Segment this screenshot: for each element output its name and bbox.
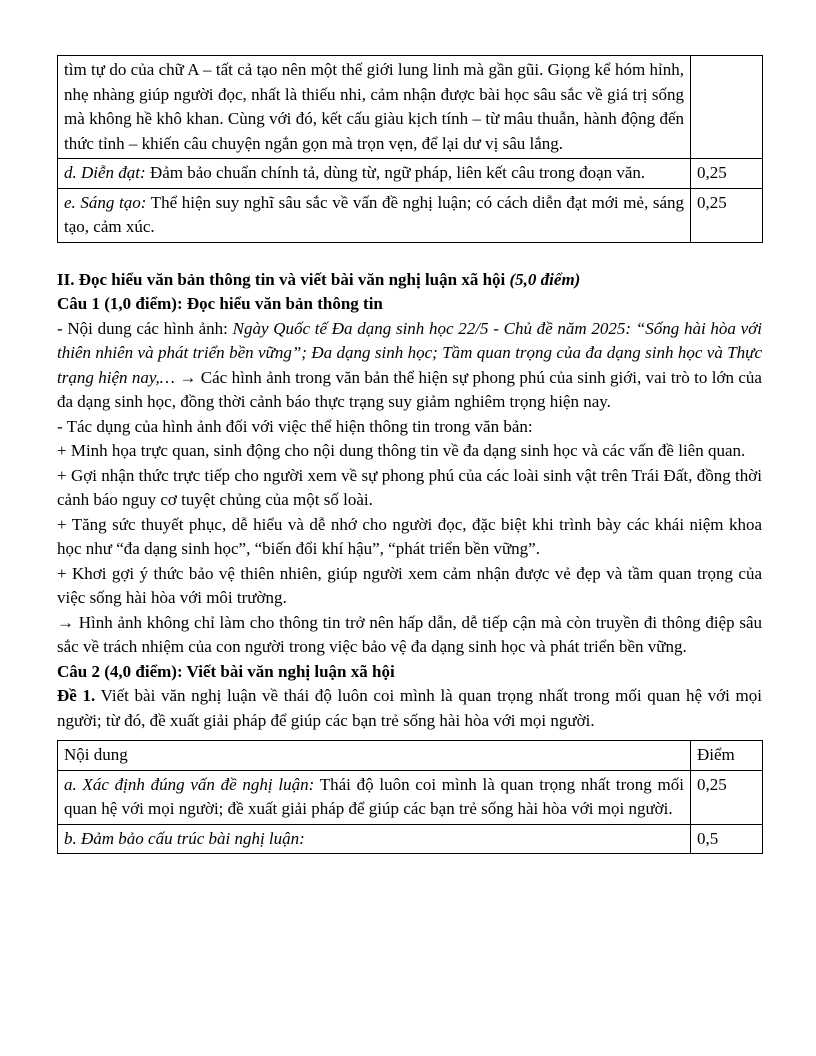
score-cell: 0,5 (691, 824, 763, 854)
section-ii-heading (57, 268, 762, 293)
table-row (58, 56, 763, 159)
rubric-table-top (57, 55, 763, 243)
rubric-content-cell (58, 56, 691, 159)
section-ii-heading-text: II. Đọc hiểu văn bản thông tin và viết bài văn nghị luận xã hội (57, 269, 510, 289)
table-row (58, 188, 763, 242)
table-row (58, 159, 763, 189)
score-cell (691, 56, 763, 159)
table-row (58, 770, 763, 824)
criterion-text: Đảm bảo chuẩn chính tả, dùng từ, ngữ pháp, liên kết câu trong đoạn văn. (145, 163, 646, 182)
rubric-content-cell (58, 159, 691, 189)
cau2-heading: Câu 2 (4,0 điểm): Viết bài văn nghị luận xã hội (57, 661, 395, 681)
criterion-text: Thái độ luôn coi mình là quan trọng nhất trong mối quan hệ với mọi người; đề xuất giải pháp để giúp các bạn trẻ sống hài hòa với mọi người. (64, 774, 684, 818)
criterion-label-sang-tao: e. Sáng tạo: (64, 192, 147, 212)
section-ii-points: (5,0 điểm) (509, 269, 581, 289)
paragraph-conclusion-arrow: → Hình ảnh không chỉ làm cho thông tin trở nên hấp dẫn, dễ tiếp cận mà còn truyền đi thông điệp sâu sắc về trách nhiệm của con người trong việc bảo vệ đa dạng sinh học và phát triển bền vững. (57, 612, 762, 656)
criterion-label-cau-truc: b. Đảm bảo cấu trúc bài nghị luận: (64, 828, 305, 848)
criterion-text: Thể hiện suy nghĩ sâu sắc về vấn đề nghị luận; có cách diễn đạt mới mẻ, sáng tạo, cảm xúc. (64, 192, 684, 236)
column-header-diem: Điểm (691, 741, 763, 771)
cau1-heading: Câu 1 (1,0 điểm): Đọc hiểu văn bản thông tin (57, 294, 383, 313)
noi-dung-conclusion: → Các hình ảnh trong văn bản thể hiện sự phong phú của sinh giới, vai trò to lớn của đa dạng sinh học, đồng thời cảnh báo thực trạng suy giảm nghiêm trọng hiện nay. (57, 367, 762, 411)
table-header-row (58, 741, 763, 771)
de-1-text: Viết bài văn nghị luận về thái độ luôn coi mình là quan trọng nhất trong mối quan hệ với mọi người; từ đó, đề xuất giải pháp để giúp các bạn trẻ sống hài hòa với mọi người. (57, 686, 762, 730)
bullet-goi-nhan-thuc: + Gợi nhận thức trực tiếp cho người xem về sự phong phú của các loài sinh vật trên Trái Đất, đồng thời cảnh báo nguy cơ tuyệt chủng của một số loài. (57, 465, 762, 509)
bullet-minh-hoa: + Minh họa trực quan, sinh động cho nội dung thông tin về đa dạng sinh học và các vấn đề liên quan. (57, 441, 746, 460)
rubric-content-cell (58, 824, 691, 854)
bullet-tang-suc-thuyet-phuc: + Tăng sức thuyết phục, dễ hiểu và dễ nhớ cho người đọc, đặc biệt khi trình bày các khái niệm khoa học như “đa dạng sinh học”, “biến đổi khí hậu”, “phát triển bền vững”. (57, 514, 762, 558)
noi-dung-image-titles: Ngày Quốc tế Đa dạng sinh học 22/5 - Chủ đề năm 2025: “Sống hài hòa với thiên nhiên và phát triển bền vững”; Đa dạng sinh học; Tầm quan trọng của đa dạng sinh học và Thực trạng hiện nay,… (57, 318, 762, 387)
rubric-content-cell (58, 770, 691, 824)
criterion-label-dien-dat: d. Diễn đạt: (64, 163, 146, 182)
rubric-table-bottom (57, 740, 763, 854)
column-header-noi-dung: Nội dung (58, 741, 691, 771)
score-cell: 0,25 (691, 159, 763, 189)
score-cell: 0,25 (691, 188, 763, 242)
paragraph-tac-dung: - Tác dụng của hình ảnh đối với việc thể hiện thông tin trong văn bản: (57, 416, 533, 436)
table-row (58, 824, 763, 854)
paragraph-noi-dung (57, 317, 762, 415)
rubric-continuation-text: tìm tự do của chữ A – tất cả tạo nên một thế giới lung linh mà gần gũi. Giọng kể hóm hỉnh, nhẹ nhàng giúp người đọc, nhất là thiếu nhi, cảm nhận được bài học sâu sắc về giá trị sống mà không hề khô khan. Cùng với đó, kết cấu giàu kịch tính – từ mâu thuẫn, hành động đến thức tỉnh – khiến câu chuyện ngắn gọn mà trọn vẹn, để lại dư vị sâu lắng. (64, 60, 684, 153)
criterion-label-xac-dinh: a. Xác định đúng vấn đề nghị luận: (64, 774, 315, 794)
score-cell: 0,25 (691, 770, 763, 824)
de-1-label: Đề 1. (57, 686, 96, 705)
paragraph-de-1 (57, 684, 762, 733)
noi-dung-lead: - Nội dung các hình ảnh: (57, 318, 233, 338)
rubric-content-cell (58, 188, 691, 242)
bullet-khoi-goi-y-thuc: + Khơi gợi ý thức bảo vệ thiên nhiên, giúp người xem cảm nhận được vẻ đẹp và tầm quan trọng của việc sống hài hòa với môi trường. (57, 563, 762, 607)
